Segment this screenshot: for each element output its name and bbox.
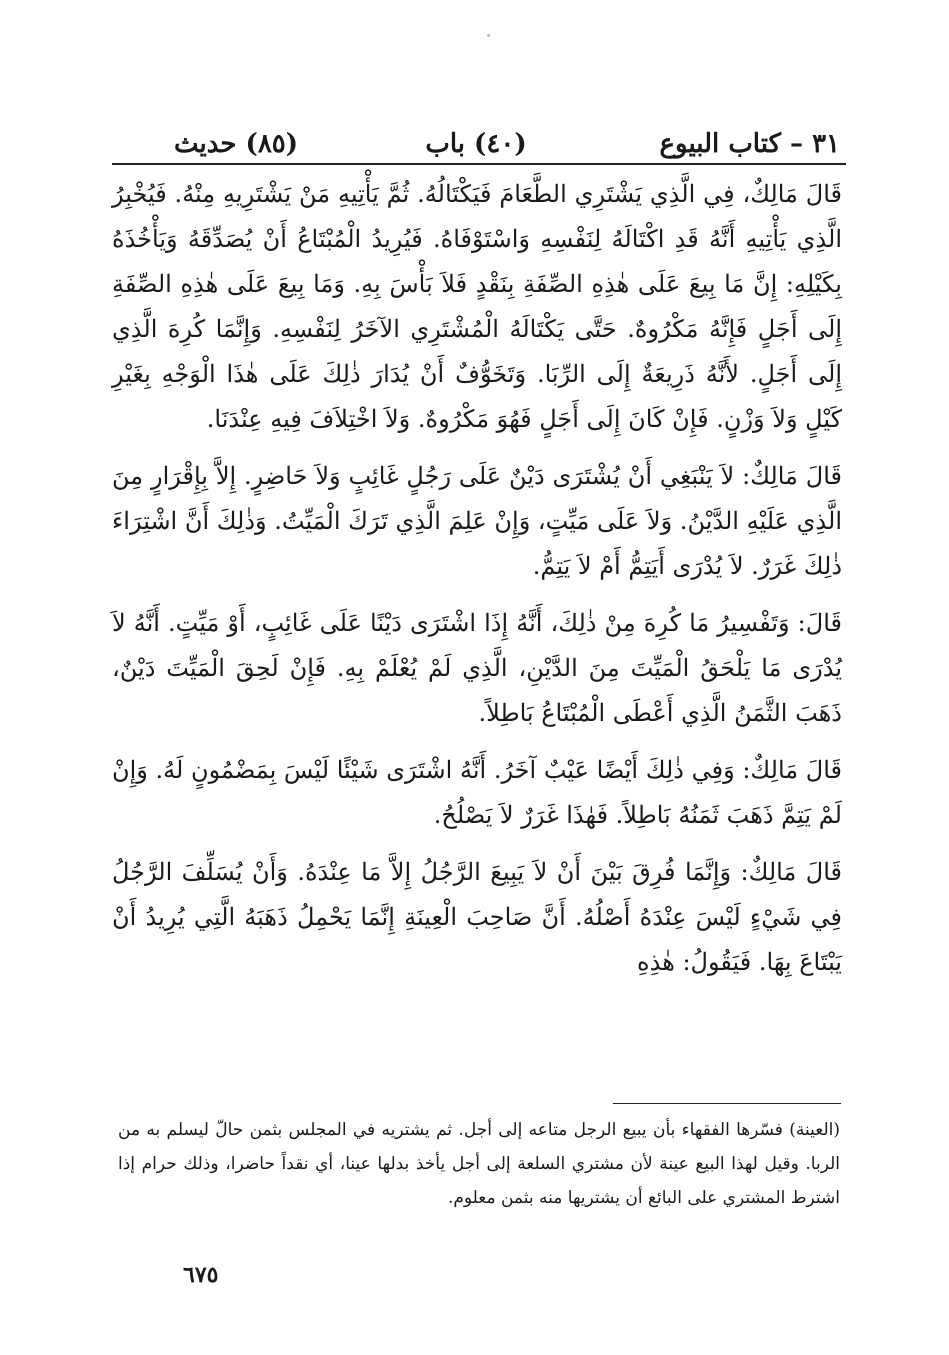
footnote-divider: [613, 1103, 841, 1104]
page-number: ٦٧٥: [183, 1262, 219, 1288]
paragraph: قَالَ مَالِكٌ: وَإِنَّمَا فُرِقَ بَيْنَ أَنْ لاَ يَبِيعَ الرَّجُلُ إِلاَّ مَا عِنْدَهُ. وَأَنْ يُسَلِّفَ الرَّجُلُ فِي شَيْءٍ لَيْسَ عِنْدَهُ أَصْلُهُ. أَنَّ صَاحِبَ الْعِينَةِ إِنَّمَا يَحْمِلُ ذَهَبَهُ الَّتِي يُرِيدُ أَنْ يَبْتَاعَ بِهَا. فَيَقُولُ: هٰذِهِ: [112, 858, 842, 976]
chapter-label: (٤٠) باب: [425, 129, 527, 159]
page-header: [112, 124, 840, 164]
scan-speck: [487, 34, 490, 37]
main-text: [112, 172, 842, 997]
footnote: (العينة) فسّرها الفقهاء بأن يبيع الرجل متاعه إلى أجل. ثم يشتريه في المجلس بثمن حالّ ليسلم به من الربا. وقيل لهذا البيع عينة لأن مشتري السلعة إلى أجل يأخذ بدلها عينا، أي نقداً حاضرا، وذلك حرام إذا اشترط المشتري على البائع أن يشتريها منه بثمن معلوم.: [118, 1120, 840, 1208]
paragraph: قَالَ مَالِكٌ: لاَ يَنْبَغِي أَنْ يُشْتَرَى دَيْنٌ عَلَى رَجُلٍ غَائِبٍ وَلاَ حَاضِرٍ. إِلاَّ بِإِقْرَارٍ مِنَ الَّذِي عَلَيْهِ الدَّيْنُ. وَلاَ عَلَى مَيِّتٍ، وَإِنْ عَلِمَ الَّذِي تَرَكَ الْمَيِّتُ. وَذٰلِكَ أَنَّ اشْتِرَاءَ ذٰلِكَ غَرَرٌ. لاَ يُدْرَى أَيَتِمُّ أَمْ لاَ يَتِمُّ.: [112, 462, 842, 580]
paragraph: قَالَ: وَتَفْسِيرُ مَا كُرِهَ مِنْ ذٰلِكَ، أَنَّهُ إِذَا اشْتَرَى دَيْنًا عَلَى غَائِبٍ، أَوْ مَيِّتٍ. أَنَّهُ لاَ يُدْرَى مَا يَلْحَقُ الْمَيِّتَ مِنَ الدَّيْنِ، الَّذِي لَمْ يُعْلَمْ بِهِ. فَإِنْ لَحِقَ الْمَيِّتَ دَيْنٌ، ذَهَبَ الثَّمَنُ الَّذِي أَعْطَى الْمُبْتَاعُ بَاطِلاً.: [112, 609, 842, 727]
book-title: ٣١ – كتاب البيوع: [659, 129, 840, 159]
paragraph: قَالَ مَالِكٌ، فِي الَّذِي يَشْتَرِي الطَّعَامَ فَيَكْتَالُهُ. ثُمَّ يَأْتِيهِ مَنْ يَشْتَرِيهِ مِنْهُ. فَيُخْبِرُ الَّذِي يَأْتِيهِ أَنَّهُ قَدِ اكْتَالَهُ لِنَفْسِهِ وَاسْتَوْفَاهُ. فَيُرِيدُ الْمُبْتَاعُ أَنْ يُصَدِّقَهُ وَيَأْخُذَهُ بِكَيْلِهِ: إِنَّ مَا بِيعَ عَلَى هٰذِهِ الصِّفَةِ بِنَقْدٍ فَلاَ بَأْسَ بِهِ. وَمَا بِيعَ عَلَى هٰذِهِ الصِّفَةِ إِلَى أَجَلٍ فَإِنَّهُ مَكْرُوهٌ. حَتَّى يَكْتَالَهُ الْمُشْتَرِي الآخَرُ لِنَفْسِهِ. وَإِنَّمَا كُرِهَ الَّذِي إِلَى أَجَلٍ. لأَنَّهُ ذَرِيعَةٌ إِلَى الرِّبَا. وَتَخَوُّفٌ أَنْ يُدَارَ ذٰلِكَ عَلَى هٰذَا الْوَجْهِ بِغَيْرِ كَيْلٍ وَلاَ وَزْنٍ. فَإِنْ كَانَ إِلَى أَجَلٍ فَهُوَ مَكْرُوهٌ. وَلاَ اخْتِلاَفَ فِيهِ عِنْدَنَا.: [112, 180, 843, 433]
header-divider: [112, 163, 846, 165]
hadith-label: (٨٥) حديث: [174, 129, 299, 159]
paragraph: قَالَ مَالِكٌ: وَفِي ذٰلِكَ أَيْضًا عَيْبٌ آخَرُ. أَنَّهُ اشْتَرَى شَيْئًا لَيْسَ بِمَضْمُونٍ لَهُ. وَإِنْ لَمْ يَتِمَّ ذَهَبَ ثَمَنُهُ بَاطِلاً. فَهٰذَا غَرَرٌ لاَ يَصْلُحُ.: [112, 756, 842, 829]
